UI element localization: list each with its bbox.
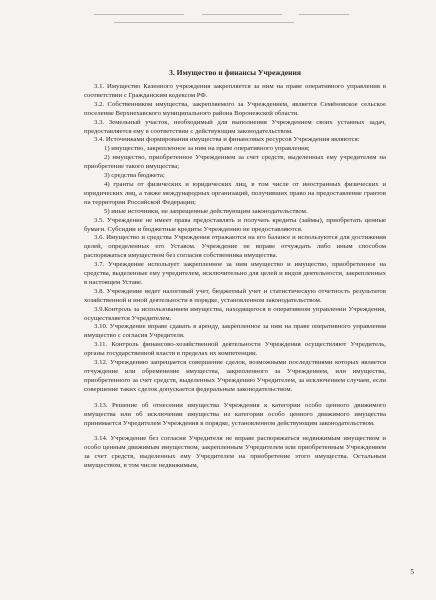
paragraph-3-10: 3.10. Учреждение вправе сдавать в аренду, закрепленное за ним на праве оперативного управления имущество с согласия Учредителя. <box>84 323 386 340</box>
paragraph-3-9: 3.9.Контроль за использованием имущества, находящегося в оперативном управлении Учреждения, осуществляется Учредителем. <box>84 305 386 322</box>
paragraph-3-6: 3.6. Имущество и средства Учреждения отражаются на его балансе и используются для достижения целей, определенных его Уставом. Учреждение не вправе отчуждать либо иным способом распоряжаться имуществом без согласия собственника имущества. <box>84 234 386 260</box>
paragraph-3-1: 3.1. Имущество Казенного учреждения закрепляется за ним на праве оперативного управления в соответствии с Гражданским кодексом РФ. <box>84 83 386 99</box>
section-title: 3. Имущество и финансы Учреждения <box>169 68 301 77</box>
list-item-3-4-1: 1) имущество, закрепленное за ним на праве оперативного управления; <box>104 145 310 153</box>
paragraph-3-12: 3.12. Учреждению запрещается совершение сделок, возможными последствиями которых является отчуждение или обременение имущества, закрепленного за Учреждением, или имущества, приобретенного за счет средств, выделенных Учреждению Учредителем, за исключением случаев, если совершение таких сделок допускается федеральным законодательством. <box>84 359 386 393</box>
list-item-3-4-2: 2) имущество, приобретенное Учреждением за счет средств, выделенных ему учредителем на приобретение такого имущества; <box>84 154 386 171</box>
paragraph-3-7: 3.7. Учреждение использует закрепленное за ним имущество и имущество, приобретенное на средства, выделенные ему учредителем, исключительно для целей и видов деятельности, закрепленных в настоящем Уставе. <box>84 261 386 286</box>
spacer <box>84 395 386 402</box>
paragraph-3-3: 3.3. Земельный участок, необходимый для выполнения Учреждением своих уставных задач, предоставляется ему в соответствии с действующим законодательством. <box>84 118 386 135</box>
paragraph-3-8: 3.8. Учреждение ведет налоговый учет, бюджетный учет и статистическую отчетность результатов хозяйственной и иной деятельности в порядке, установленном законодательством. <box>84 287 386 304</box>
list-item-3-4-3: 3) средства бюджета; <box>104 172 165 180</box>
paragraph-3-14: 3.14. Учреждение без согласия Учредителя не вправе распоряжаться недвижимым имуществом и особо ценным движимым имуществом, закрепленным Учредителем или приобретенным Учреждением за счет средств, выделенных ему Учредителем на приобретение этого имущества. Остальным имуществом, в том числе недвижимым, <box>84 435 386 470</box>
paragraph-3-4: 3.4. Источниками формирования имущества и финансовых ресурсов Учреждения являются: <box>94 136 360 144</box>
paragraph-3-11: 3.11. Контроль финансово-хозяйственной деятельности Учреждения осуществляют Учредитель, органы государственной власти в пределах их компетенции. <box>84 341 386 358</box>
spacer <box>84 428 386 435</box>
header-rule-lines <box>84 8 386 32</box>
list-item-3-4-4: 4) гранты от физических и юридических лиц, в том числе от иностранных физических и юридических лиц, а также международных организаций, получивших право на предоставление грантов на территории Российской Федерации; <box>84 180 386 206</box>
page-number: 5 <box>410 568 414 576</box>
paragraph-3-5: 3.5. Учреждение не имеет права предоставлять и получать кредиты (займы), приобретать ценные бумаги. Субсидии и бюджетные кредиты Учреждению не предоставляются. <box>84 216 386 233</box>
paragraph-3-13: 3.13. Решение об отнесении имущества Учреждения к категории особо ценного движимого имущества или об исключении имущества из категории особо ценного движимого имущества принимается Учредителем Учреждения в порядке, установленном действующим законодательством. <box>84 401 386 427</box>
list-item-3-4-5: 5) иные источники, не запрещенные действующим законодательством. <box>104 207 308 215</box>
paragraph-3-2: 3.2. Собственником имущества, закрепляемого за Учреждением, является Семёновское сельское поселение Верхнехавского муниципального района Воронежской области. <box>84 100 386 117</box>
